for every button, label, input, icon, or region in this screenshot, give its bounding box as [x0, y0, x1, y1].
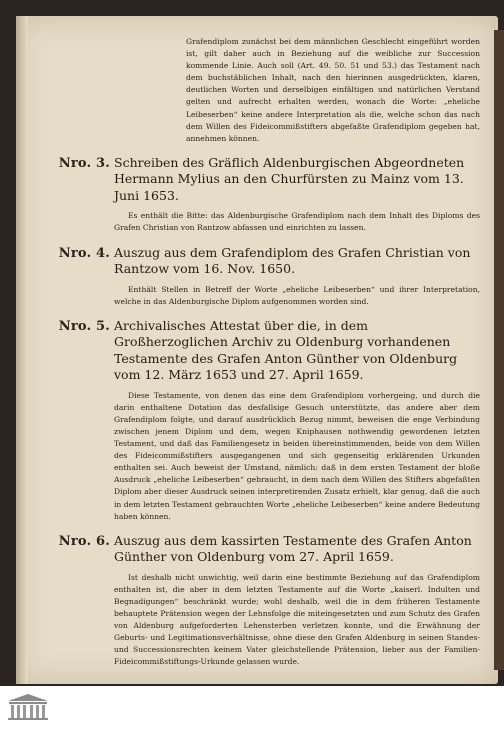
- intro-paragraph: Grafendiplom zunächst bei dem männlichen Geschlecht eingeführt worden ist, gilt daher auch in Beziehung auf die weibliche zur Succession kommende Linie. Auch soll (Art. 49. 50. 51 und 53.) das Testament nach dem buchstäblichen Inhalt, nach den hierinnen ausgedrückten, klaren, deutlichen Worten und derselbigen einfältigen und natürlichen Verstand gelten und aufrecht erhalten werden, wonach die Worte: „eheliche Leibeserben“ keine andere Interpretation als die, welche schon das nach dem Willen des Fideicommißstifters abgefaßte Grafendiplom gegeben hat, annehmen können.: [186, 37, 480, 143]
- entry-nro-4: [38, 245, 480, 308]
- viewer-footer: [0, 686, 504, 742]
- entry-nro-6: [38, 533, 480, 669]
- entry-description: [114, 284, 480, 308]
- entry-text: Diese Testamente, von denen das eine dem Grafendiplom vorhergeing, und durch die darin enthaltene Dotation das desfallsige Gesuch unterstützte, das andere aber dem Grafendiplom folgte, und darauf ausdrücklich Bezug nimmt, beweisen die enge Verbindung zwischen jenem Diplom und dem, wegen Kniphausen nothwendig gewordenen letzten Testament, und daß das Familiengesetz in beiden übereinstimmenden, beide von dem Willen des Fideicommißstifters ausgegangenen und sich gegenseitig erklärenden Urkunden enthalten sei. Auch beweist der Umstand, nämlich: daß in dem ersten Testament der bloße Ausdruck „eheliche Leibeserben“ gebraucht, in dem nach dem Willen des Stifters abgefaßten Diplom aber dieser Ausdruck seinen interpretirenden Zusatz erhielt, klar genug, daß die auch in dem letzten Testament gebrauchten Worte „eheliche Leibeserben“ keine andere Bedeutung haben können.: [114, 390, 480, 521]
- entry-nro-5: [38, 318, 480, 523]
- intro-paragraph-block: [186, 36, 480, 145]
- entry-description: [114, 572, 480, 669]
- entry-description: [114, 210, 480, 234]
- entry-heading: [38, 245, 480, 278]
- entry-number: Nro. 5.: [58, 318, 110, 334]
- entry-title: Auszug aus dem Grafendiplom des Grafen Christian von Rantzow vom 16. Nov. 1650.: [114, 244, 471, 277]
- entry-title: Auszug aus dem kassirten Testamente des Grafen Anton Günther von Oldenburg vom 27. April 1659.: [114, 532, 472, 565]
- library-building-logo: [6, 692, 50, 722]
- page-spine-shadow: [16, 16, 28, 684]
- entry-number: Nro. 3.: [58, 155, 110, 171]
- entry-text: Ist deshalb nicht unwichtig, weil darin eine bestimmte Beziehung auf das Grafendiplom enthalten ist, die aber in dem letzten Testamente auf die Worte „kaiserl. Indulten und Begnadigungen“ beschränkt wurde; wohl deshalb, weil die in dem früheren Testamente behauptete Prätension wegen der Lehnsfolge die miteingesetzten und zum Schutz des Grafen von Aldenburg aufgeforderten Lehensterben verletzen konnte, und die Erwähnung der Geburts- und Legitimationsverhältnisse, ohne diese den Grafen Aldenburg in seinen Standes- und Successionsrechten keinem Vater gleichstellende Prätension, lieber aus der Familien-Fideicommißstiftungs-Urkunde gelassen wurde.: [114, 572, 480, 667]
- entry-title: Schreiben des Gräflich Aldenburgischen Abgeordneten Hermann Mylius an den Churfürsten zu Mainz vom 13. Juni 1653.: [114, 154, 465, 203]
- entry-number: Nro. 6.: [58, 533, 110, 549]
- entry-title: Archivalisches Attestat über die, in dem Großherzoglichen Archiv zu Oldenburg vorhandenen Testamente des Grafen Anton Günther von Oldenburg vom 12. März 1653 und 27. April 1659.: [114, 317, 458, 383]
- page-content: [38, 36, 480, 669]
- entry-number: Nro. 4.: [58, 245, 110, 261]
- entry-text: Enthält Stellen in Betreff der Worte „eheliche Leibeserben“ und ihrer Interpretation, welche in das Aldenburgische Diplom aufgenommen worden sind.: [114, 284, 480, 306]
- entry-nro-3: [38, 155, 480, 235]
- page-edge-strip: [494, 30, 504, 670]
- entry-description: [114, 390, 480, 523]
- entry-heading: [38, 533, 480, 566]
- entry-heading: [38, 318, 480, 384]
- entry-heading: [38, 155, 480, 205]
- entry-text: Es enthält die Bitte: das Aldenburgische Grafendiplom nach dem Inhalt des Diploms des Grafen Christian von Rantzow abfassen und einrichten zu lassen.: [114, 211, 480, 233]
